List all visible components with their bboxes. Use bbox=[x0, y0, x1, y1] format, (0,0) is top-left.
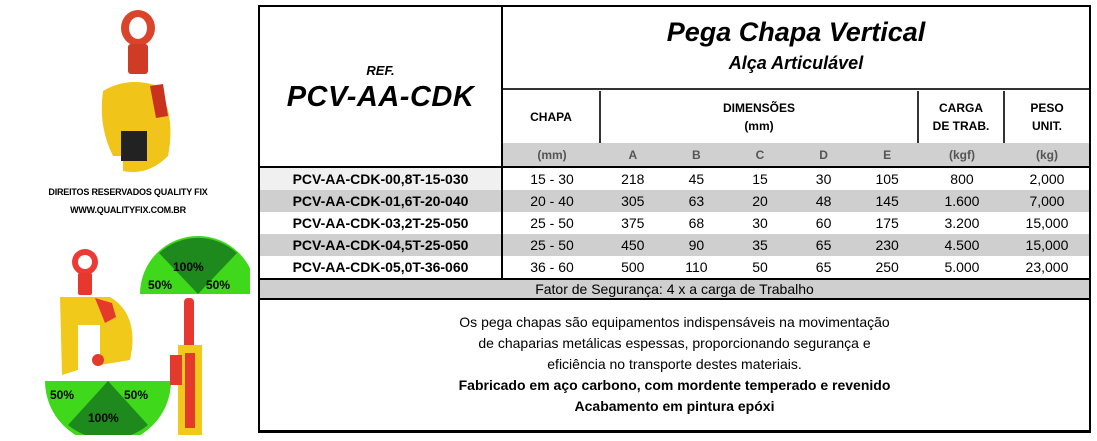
reference-cell bbox=[260, 7, 503, 168]
bottom-right-50: 50% bbox=[124, 388, 149, 402]
header-chapa: CHAPA bbox=[503, 91, 601, 143]
table-row: PCV-AA-CDK-01,6T-20-040 20 - 40 305 63 20 48 145 1.600 7,000 bbox=[260, 190, 1089, 212]
product-description: Os pega chapas são equipamentos indispensáveis na movimentação de chaparias metálicas espessas, proporcionando segurança e eficiência no transporte destes materiais. Fabricado em aço carbono, com mordente temperado e revenido Acabamento em pintura epóxi bbox=[260, 312, 1089, 417]
unit-a: A bbox=[628, 147, 638, 162]
bottom-left-50: 50% bbox=[50, 388, 75, 402]
unit-c: C bbox=[755, 147, 765, 162]
ref-label: REF. bbox=[366, 63, 395, 78]
row-code: PCV-AA-CDK-00,8T-15-030 bbox=[260, 168, 503, 190]
top-center-100: 100% bbox=[173, 260, 204, 274]
copyright-notice bbox=[0, 183, 256, 219]
unit-e: E bbox=[883, 147, 892, 162]
unit-b: B bbox=[692, 147, 701, 162]
row-code: PCV-AA-CDK-05,0T-36-060 bbox=[260, 256, 503, 278]
website-text: WWW.QUALITYFIX.COM.BR bbox=[70, 205, 186, 215]
rights-text: DIREITOS RESERVADOS QUALITY FIX bbox=[48, 187, 208, 197]
table-row: PCV-AA-CDK-04,5T-25-050 25 - 50 450 90 35 65 230 4.500 15,000 bbox=[260, 234, 1089, 256]
material-note: Fabricado em aço carbono, com mordente temperado e revenido bbox=[458, 377, 891, 393]
table-row: PCV-AA-CDK-03,2T-25-050 25 - 50 375 68 30 60 175 3.200 15,000 bbox=[260, 212, 1089, 234]
title-cell bbox=[503, 7, 1089, 90]
product-subtitle: Alça Articulável bbox=[728, 53, 864, 73]
unit-d: D bbox=[819, 147, 828, 162]
safety-factor: Fator de Segurança: 4 x a carga de Trabalho bbox=[260, 278, 1089, 300]
top-right-50: 50% bbox=[206, 278, 231, 292]
angle-load-diagram bbox=[20, 235, 250, 435]
unit-carga: (kgf) bbox=[948, 147, 975, 162]
finish-note: Acabamento em pintura epóxi bbox=[574, 398, 775, 414]
header-dimensoes: DIMENSÕES (mm) bbox=[601, 91, 919, 143]
product-title: Pega Chapa Vertical bbox=[666, 17, 926, 47]
data-rows bbox=[260, 168, 1089, 278]
unit-peso: (kg) bbox=[1035, 147, 1058, 162]
spec-table bbox=[258, 5, 1091, 433]
row-code: PCV-AA-CDK-03,2T-25-050 bbox=[260, 212, 503, 234]
top-left-50: 50% bbox=[148, 278, 173, 292]
bottom-center-100: 100% bbox=[88, 411, 119, 425]
units-row bbox=[503, 143, 1089, 168]
ref-code: PCV-AA-CDK bbox=[286, 81, 475, 113]
row-code: PCV-AA-CDK-01,6T-20-040 bbox=[260, 190, 503, 212]
row-code: PCV-AA-CDK-04,5T-25-050 bbox=[260, 234, 503, 256]
header-carga: CARGA DE TRAB. bbox=[919, 91, 1005, 143]
table-row: PCV-AA-CDK-05,0T-36-060 36 - 60 500 110 50 65 250 5.000 23,000 bbox=[260, 256, 1089, 278]
left-panel bbox=[0, 0, 256, 441]
unit-chapa: (mm) bbox=[537, 147, 567, 162]
product-photo-clamp bbox=[88, 6, 178, 176]
header-peso: PESO UNIT. bbox=[1030, 101, 1064, 133]
table-row: PCV-AA-CDK-00,8T-15-030 15 - 30 218 45 15 30 105 800 2,000 bbox=[260, 168, 1089, 190]
